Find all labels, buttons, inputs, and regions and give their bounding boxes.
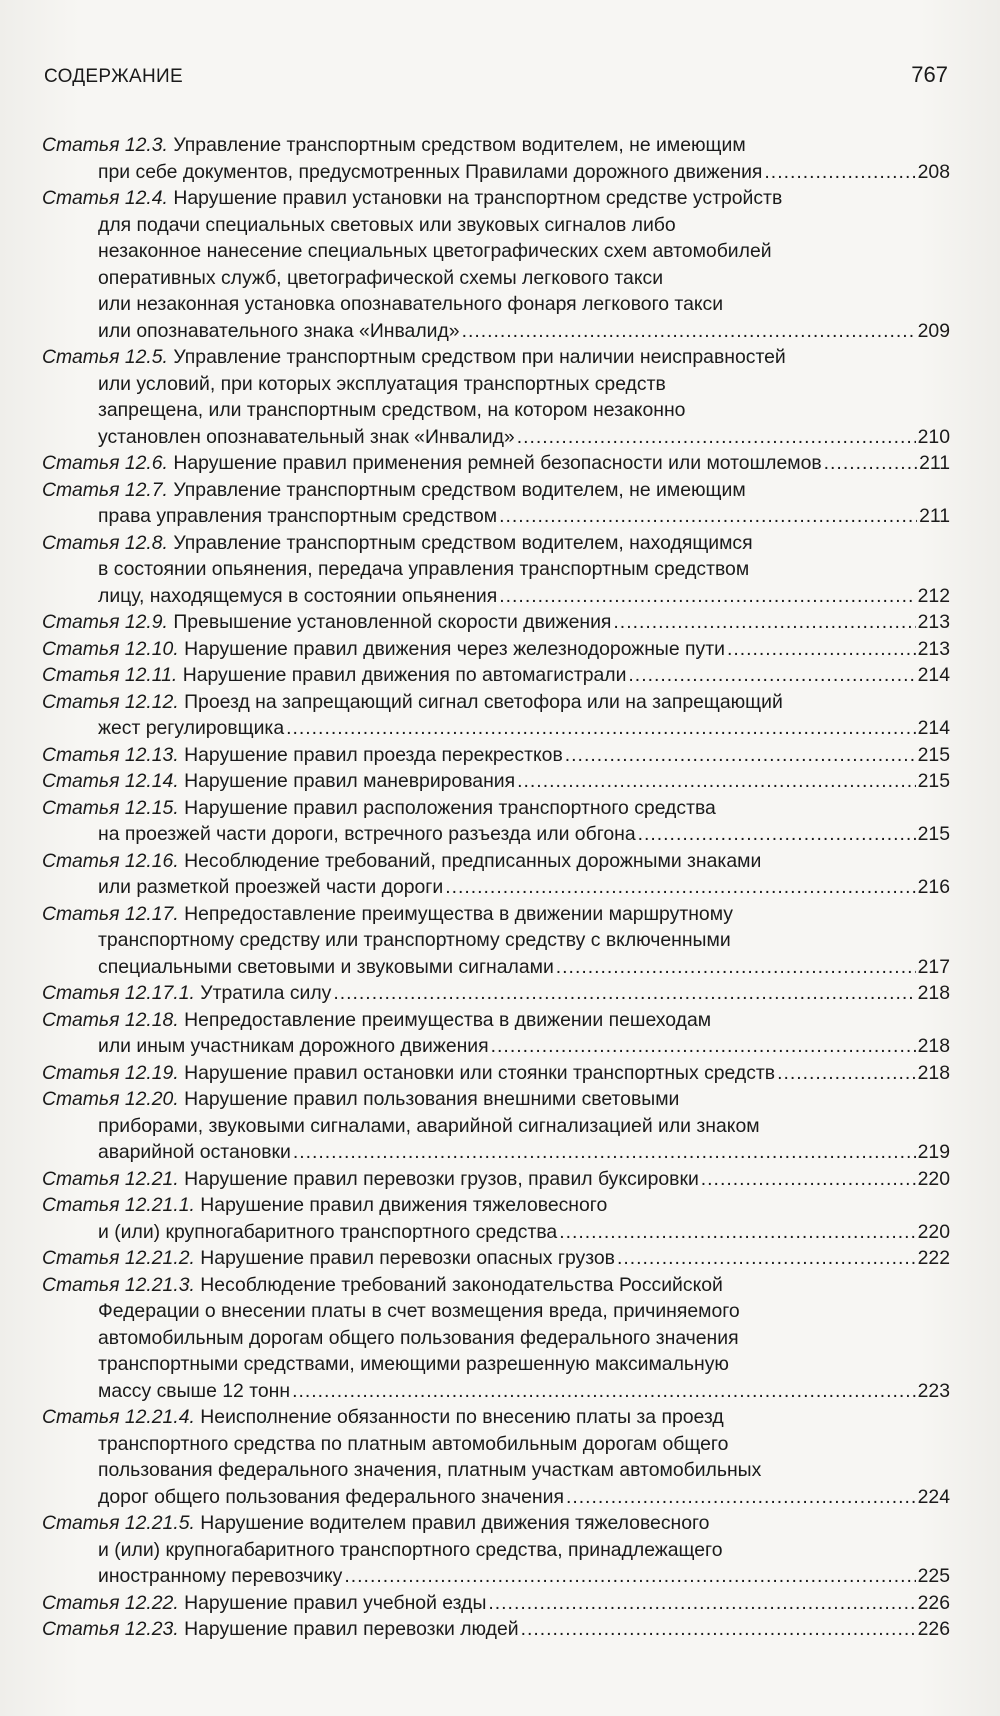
- dot-leader: [344, 1563, 915, 1590]
- toc-page-number: 219: [917, 1141, 950, 1163]
- article-title: при себе документов, предусмотренных Правилами дорожного движения: [98, 160, 763, 183]
- article-number: Статья 12.4.: [42, 187, 168, 209]
- article-title: Нарушение правил перевозки грузов, правил буксировки: [184, 1167, 699, 1190]
- toc-line: [42, 768, 950, 795]
- article-number: Статья 12.11.: [42, 664, 178, 686]
- toc-page-number: 223: [917, 1379, 950, 1402]
- toc-entry: [42, 450, 950, 477]
- toc-page-number: 214: [917, 664, 950, 686]
- toc-entry: [42, 901, 950, 981]
- toc-line: [42, 450, 950, 477]
- toc-line: [42, 1192, 950, 1219]
- toc-entry: [42, 742, 950, 769]
- article-number: Статья 12.20.: [42, 1088, 179, 1110]
- toc-line: [42, 503, 950, 530]
- article-number: Статья 12.19.: [42, 1061, 179, 1084]
- toc-entry: [42, 1404, 950, 1510]
- toc-line: [42, 477, 950, 504]
- article-number: Статья 12.14.: [42, 770, 179, 792]
- toc-page-number: 224: [917, 1485, 950, 1508]
- toc-line: [42, 1457, 950, 1484]
- article-title: Нарушение водителем правил движения тяжеловесного: [200, 1512, 710, 1534]
- toc-line: [42, 795, 950, 822]
- article-number: Статья 12.22.: [42, 1591, 179, 1614]
- article-title: права управления транспортным средством: [98, 505, 498, 527]
- toc-page-number: 215: [917, 823, 950, 845]
- article-number: Статья 12.21.1.: [42, 1194, 195, 1216]
- dot-leader: [556, 954, 916, 981]
- table-of-contents: [42, 132, 950, 1643]
- toc-line: [42, 715, 950, 742]
- toc-entry: [42, 1060, 950, 1087]
- toc-line: [42, 901, 950, 928]
- toc-page-number: 226: [917, 1618, 950, 1640]
- toc-entry: [42, 530, 950, 610]
- article-number: Статья 12.3.: [42, 134, 168, 156]
- toc-entry: [42, 609, 950, 636]
- article-title: Управление транспортным средством водителем, находящимся: [173, 531, 753, 554]
- article-title: Управление транспортным средством при наличии неисправностей: [173, 346, 786, 368]
- article-title: Несоблюдение требований, предписанных дорожными знаками: [184, 849, 762, 872]
- toc-line: [42, 1378, 950, 1405]
- toc-page-number: 211: [919, 505, 950, 527]
- page-header: [44, 62, 948, 88]
- article-title: Федерации о внесении платы в счет возмещения вреда, причиняемого: [98, 1300, 740, 1322]
- toc-line: [42, 609, 950, 636]
- toc-line: [42, 1431, 950, 1458]
- toc-line: [42, 1616, 950, 1643]
- toc-entry: [42, 689, 950, 742]
- toc-entry: [42, 477, 950, 530]
- toc-line: [42, 318, 950, 345]
- section-title: СОДЕРЖАНИЕ: [44, 66, 183, 87]
- toc-line: [42, 132, 950, 159]
- dot-leader: [445, 874, 915, 901]
- article-title: Управление транспортным средством водителем, не имеющим: [173, 478, 746, 501]
- article-number: Статья 12.13.: [42, 743, 179, 766]
- article-title: жест регулировщика: [98, 717, 285, 739]
- dot-leader: [462, 318, 916, 345]
- toc-page-number: 218: [917, 1035, 950, 1057]
- article-title: в состоянии опьянения, передача управления транспортным средством: [98, 558, 750, 580]
- toc-page-number: 218: [917, 982, 950, 1004]
- toc-line: [42, 1484, 950, 1511]
- toc-line: [42, 662, 950, 689]
- toc-line: [42, 1166, 950, 1193]
- toc-entry: [42, 662, 950, 689]
- toc-entry: [42, 1510, 950, 1590]
- article-title: оперативных служб, цветографической схемы легкового такси: [98, 266, 664, 289]
- article-title: незаконное нанесение специальных цветографических схем автомобилей: [98, 240, 772, 262]
- article-number: Статья 12.21.4.: [42, 1406, 195, 1428]
- toc-page-number: 213: [917, 611, 950, 633]
- article-title: или разметкой проезжей части дороги: [98, 876, 444, 898]
- toc-line: [42, 1404, 950, 1431]
- article-title: Нарушение правил установки на транспортном средстве устройств: [173, 187, 783, 209]
- article-title: Нарушение правил расположения транспортного средства: [184, 796, 716, 819]
- toc-line: [42, 212, 950, 239]
- dot-leader: [286, 715, 916, 742]
- toc-line: [42, 1563, 950, 1590]
- article-number: Статья 12.21.3.: [42, 1273, 195, 1296]
- toc-line: [42, 159, 950, 186]
- toc-page-number: 215: [917, 743, 950, 766]
- article-title: аварийной остановки: [98, 1141, 291, 1163]
- toc-line: [42, 397, 950, 424]
- toc-line: [42, 689, 950, 716]
- article-title: транспортными средствами, имеющими разрешенную максимальную: [98, 1353, 729, 1375]
- toc-line: [42, 1139, 950, 1166]
- article-title: транспортного средства по платным автомобильным дорогам общего: [98, 1432, 729, 1455]
- toc-line: [42, 1537, 950, 1564]
- toc-line: [42, 1272, 950, 1299]
- article-number: Статья 12.21.: [42, 1167, 179, 1190]
- article-number: Статья 12.17.1.: [42, 982, 195, 1004]
- article-title: Управление транспортным средством водителем, не имеющим: [173, 134, 746, 156]
- dot-leader: [777, 1060, 916, 1087]
- toc-entry: [42, 1245, 950, 1272]
- article-title: Неисполнение обязанности по внесению платы за проезд: [200, 1406, 724, 1428]
- article-title: или опознавательного знака «Инвалид»: [98, 319, 460, 342]
- toc-line: [42, 1351, 950, 1378]
- toc-line: [42, 1325, 950, 1352]
- article-title: и (или) крупногабаритного транспортного средства: [98, 1220, 558, 1243]
- toc-entry: [42, 980, 950, 1007]
- article-title: Нарушение правил перевозки людей: [184, 1618, 519, 1640]
- article-number: Статья 12.23.: [42, 1618, 179, 1640]
- toc-line: [42, 1113, 950, 1140]
- dot-leader: [517, 424, 916, 451]
- article-title: на проезжей части дороги, встречного разъезда или обгона: [98, 823, 636, 845]
- article-number: Статья 12.21.2.: [42, 1247, 195, 1269]
- toc-line: [42, 742, 950, 769]
- article-title: Нарушение правил применения ремней безопасности или мотошлемов: [173, 452, 822, 474]
- toc-entry: [42, 1272, 950, 1405]
- dot-leader: [565, 742, 916, 769]
- article-title: Проезд на запрещающий сигнал светофора или на запрещающий: [184, 690, 783, 713]
- toc-entry: [42, 1616, 950, 1643]
- toc-line: [42, 1007, 950, 1034]
- article-title: Нарушение правил проезда перекрестков: [184, 743, 563, 766]
- toc-entry: [42, 132, 950, 185]
- toc-line: [42, 874, 950, 901]
- article-title: Нарушение правил движения по автомагистрали: [182, 664, 627, 686]
- dot-leader: [333, 980, 915, 1007]
- toc-page-number: 209: [917, 319, 950, 342]
- toc-entry: [42, 1590, 950, 1617]
- article-number: Статья 12.8.: [42, 531, 168, 554]
- article-title: иностранному перевозчику: [98, 1565, 343, 1587]
- toc-line: [42, 238, 950, 265]
- toc-page-number: 225: [917, 1565, 950, 1587]
- dot-leader: [727, 636, 916, 663]
- toc-page-number: 211: [919, 452, 950, 474]
- toc-line: [42, 848, 950, 875]
- dot-leader: [617, 1245, 916, 1272]
- article-title: Нарушение правил учебной езды: [184, 1591, 487, 1614]
- article-number: Статья 12.7.: [42, 478, 168, 501]
- toc-page-number: 212: [917, 584, 950, 607]
- toc-line: [42, 265, 950, 292]
- toc-line: [42, 954, 950, 981]
- dot-leader: [499, 583, 915, 610]
- toc-page-number: 208: [917, 160, 950, 183]
- toc-line: [42, 1086, 950, 1113]
- article-title: или незаконная установка опознавательного фонаря легкового такси: [98, 293, 724, 315]
- article-number: Статья 12.17.: [42, 902, 179, 925]
- article-number: Статья 12.18.: [42, 1008, 179, 1031]
- toc-page-number: 213: [917, 637, 950, 660]
- toc-line: [42, 424, 950, 451]
- article-title: автомобильным дорогам общего пользования федерального значения: [98, 1326, 739, 1349]
- toc-line: [42, 1245, 950, 1272]
- toc-line: [42, 371, 950, 398]
- toc-line: [42, 185, 950, 212]
- article-title: транспортному средству или транспортному средству с включенными: [98, 929, 731, 951]
- article-title: Превышение установленной скорости движения: [173, 611, 612, 633]
- dot-leader: [517, 768, 916, 795]
- article-number: Статья 12.9.: [42, 611, 168, 633]
- dot-leader: [293, 1139, 916, 1166]
- toc-entry: [42, 344, 950, 450]
- article-title: для подачи специальных световых или звуковых сигналов либо: [98, 213, 676, 236]
- article-title: Нарушение правил перевозки опасных грузов: [200, 1247, 615, 1269]
- article-title: Утратила силу: [200, 982, 332, 1004]
- dot-leader: [491, 1033, 916, 1060]
- article-title: лицу, находящемуся в состоянии опьянения: [98, 584, 498, 607]
- dot-leader: [701, 1166, 916, 1193]
- article-title: запрещена, или транспортным средством, на котором незаконно: [98, 399, 686, 421]
- toc-line: [42, 1219, 950, 1246]
- toc-page-number: 220: [917, 1220, 950, 1243]
- article-title: Нарушение правил движения тяжеловесного: [200, 1194, 608, 1216]
- dot-leader: [499, 503, 917, 530]
- article-title: Нарушение правил пользования внешними световыми: [184, 1088, 680, 1110]
- toc-line: [42, 636, 950, 663]
- toc-page-number: 210: [917, 425, 950, 448]
- toc-entry: [42, 768, 950, 795]
- dot-leader: [824, 450, 917, 477]
- toc-entry: [42, 185, 950, 344]
- toc-line: [42, 291, 950, 318]
- toc-page-number: 217: [917, 955, 950, 978]
- toc-line: [42, 530, 950, 557]
- dot-leader: [292, 1378, 916, 1405]
- dot-leader: [559, 1219, 915, 1246]
- article-number: Статья 12.16.: [42, 849, 179, 872]
- article-number: Статья 12.5.: [42, 346, 168, 368]
- toc-page-number: 214: [917, 717, 950, 739]
- page-number: 767: [911, 62, 948, 87]
- dot-leader: [638, 821, 916, 848]
- toc-page-number: 215: [917, 770, 950, 792]
- article-title: и (или) крупногабаритного транспортного средства, принадлежащего: [98, 1538, 723, 1561]
- article-title: массу свыше 12 тонн: [98, 1379, 291, 1402]
- dot-leader: [488, 1590, 915, 1617]
- article-title: или иным участникам дорожного движения: [98, 1035, 489, 1057]
- article-title: Несоблюдение требований законодательства Российской: [200, 1273, 723, 1296]
- article-title: приборами, звуковыми сигналами, аварийной сигнализацией или знаком: [98, 1114, 760, 1137]
- article-title: Нарушение правил движения через железнодорожные пути: [184, 637, 725, 660]
- article-title: Нарушение правил остановки или стоянки транспортных средств: [184, 1061, 776, 1084]
- toc-entry: [42, 795, 950, 848]
- article-title: Непредоставление преимущества в движении маршрутному: [184, 902, 733, 925]
- toc-entry: [42, 1192, 950, 1245]
- dot-leader: [628, 662, 915, 689]
- article-number: Статья 12.15.: [42, 796, 179, 819]
- article-title: дорог общего пользования федерального значения: [98, 1485, 564, 1508]
- toc-line: [42, 1033, 950, 1060]
- article-title: установлен опознавательный знак «Инвалид»: [98, 425, 515, 448]
- toc-entry: [42, 1007, 950, 1060]
- toc-page-number: 220: [917, 1167, 950, 1190]
- article-number: Статья 12.12.: [42, 690, 179, 713]
- article-title: Непредоставление преимущества в движении пешеходам: [184, 1008, 712, 1031]
- article-title: специальными световыми и звуковыми сигналами: [98, 955, 554, 978]
- article-number: Статья 12.6.: [42, 452, 168, 474]
- dot-leader: [521, 1616, 916, 1643]
- article-title: пользования федерального значения, платным участкам автомобильных: [98, 1459, 762, 1481]
- toc-page-number: 216: [917, 876, 950, 898]
- toc-line: [42, 821, 950, 848]
- toc-page-number: 222: [917, 1247, 950, 1269]
- toc-line: [42, 1298, 950, 1325]
- toc-line: [42, 980, 950, 1007]
- toc-line: [42, 1510, 950, 1537]
- toc-page-number: 226: [917, 1591, 950, 1614]
- toc-line: [42, 583, 950, 610]
- article-number: Статья 12.21.5.: [42, 1512, 195, 1534]
- toc-entry: [42, 848, 950, 901]
- toc-line: [42, 556, 950, 583]
- toc-page-number: 218: [917, 1061, 950, 1084]
- dot-leader: [764, 159, 915, 186]
- toc-entry: [42, 636, 950, 663]
- toc-entry: [42, 1166, 950, 1193]
- toc-entry: [42, 1086, 950, 1166]
- toc-line: [42, 344, 950, 371]
- dot-leader: [613, 609, 915, 636]
- dot-leader: [566, 1484, 916, 1511]
- toc-line: [42, 1590, 950, 1617]
- article-number: Статья 12.10.: [42, 637, 179, 660]
- article-title: или условий, при которых эксплуатация транспортных средств: [98, 372, 666, 395]
- toc-line: [42, 1060, 950, 1087]
- toc-line: [42, 927, 950, 954]
- article-title: Нарушение правил маневрирования: [184, 770, 516, 792]
